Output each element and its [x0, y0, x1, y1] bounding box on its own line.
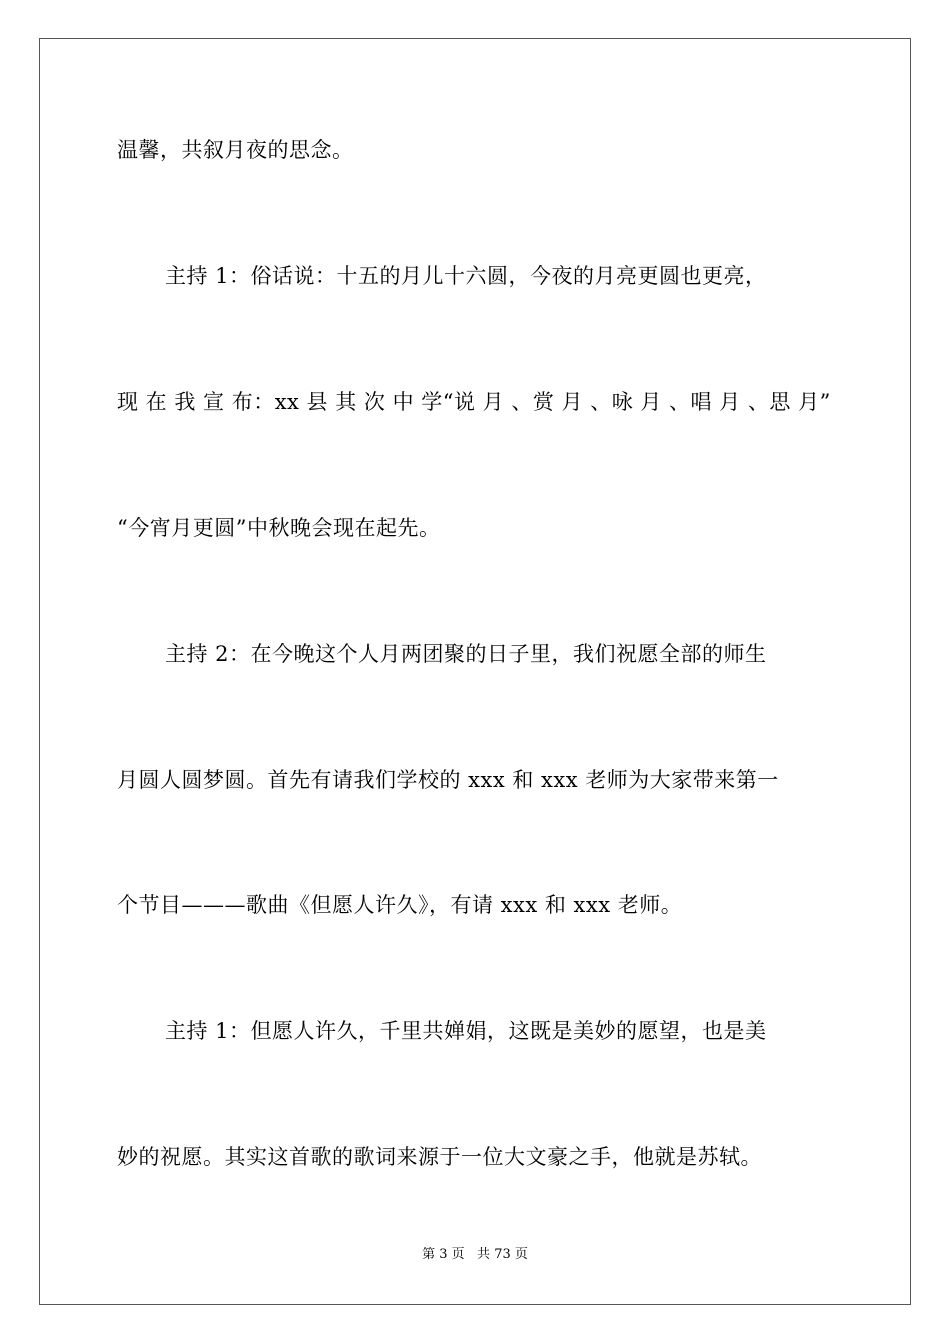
page-footer: 第 3 页 共 73 页: [422, 1247, 528, 1262]
text-line-9: 妙的祝愿。其实这首歌的歌词来源于一位大文豪之手，他就是苏轼。: [117, 1145, 762, 1169]
text-line-5: 主持 2：在今晚这个人月两团聚的日子里，我们祝愿全部的师生: [165, 642, 767, 666]
text-line-8: 主持 1：但愿人许久，千里共婵娟，这既是美妙的愿望，也是美: [165, 1019, 767, 1043]
text-line-1: 温馨，共叙月夜的思念。: [117, 138, 354, 162]
text-line-7: 个节目———歌曲《但愿人许久》，有请 xxx 和 xxx 老师。: [117, 893, 683, 917]
text-line-4: “今宵月更圆”中秋晚会现在起先。: [117, 516, 441, 540]
text-line-6: 月圆人圆梦圆。首先有请我们学校的 xxx 和 xxx 老师为大家带来第一: [117, 768, 779, 792]
text-line-3: 现 在 我 宣 布：xx 县 其 次 中 学“说 月 、赏 月 、咏 月 、唱 月 、思 月”: [117, 390, 831, 414]
page-frame: [39, 38, 911, 1305]
text-line-2: 主持 1：俗话说：十五的月儿十六圆，今夜的月亮更圆也更亮，: [165, 264, 767, 288]
